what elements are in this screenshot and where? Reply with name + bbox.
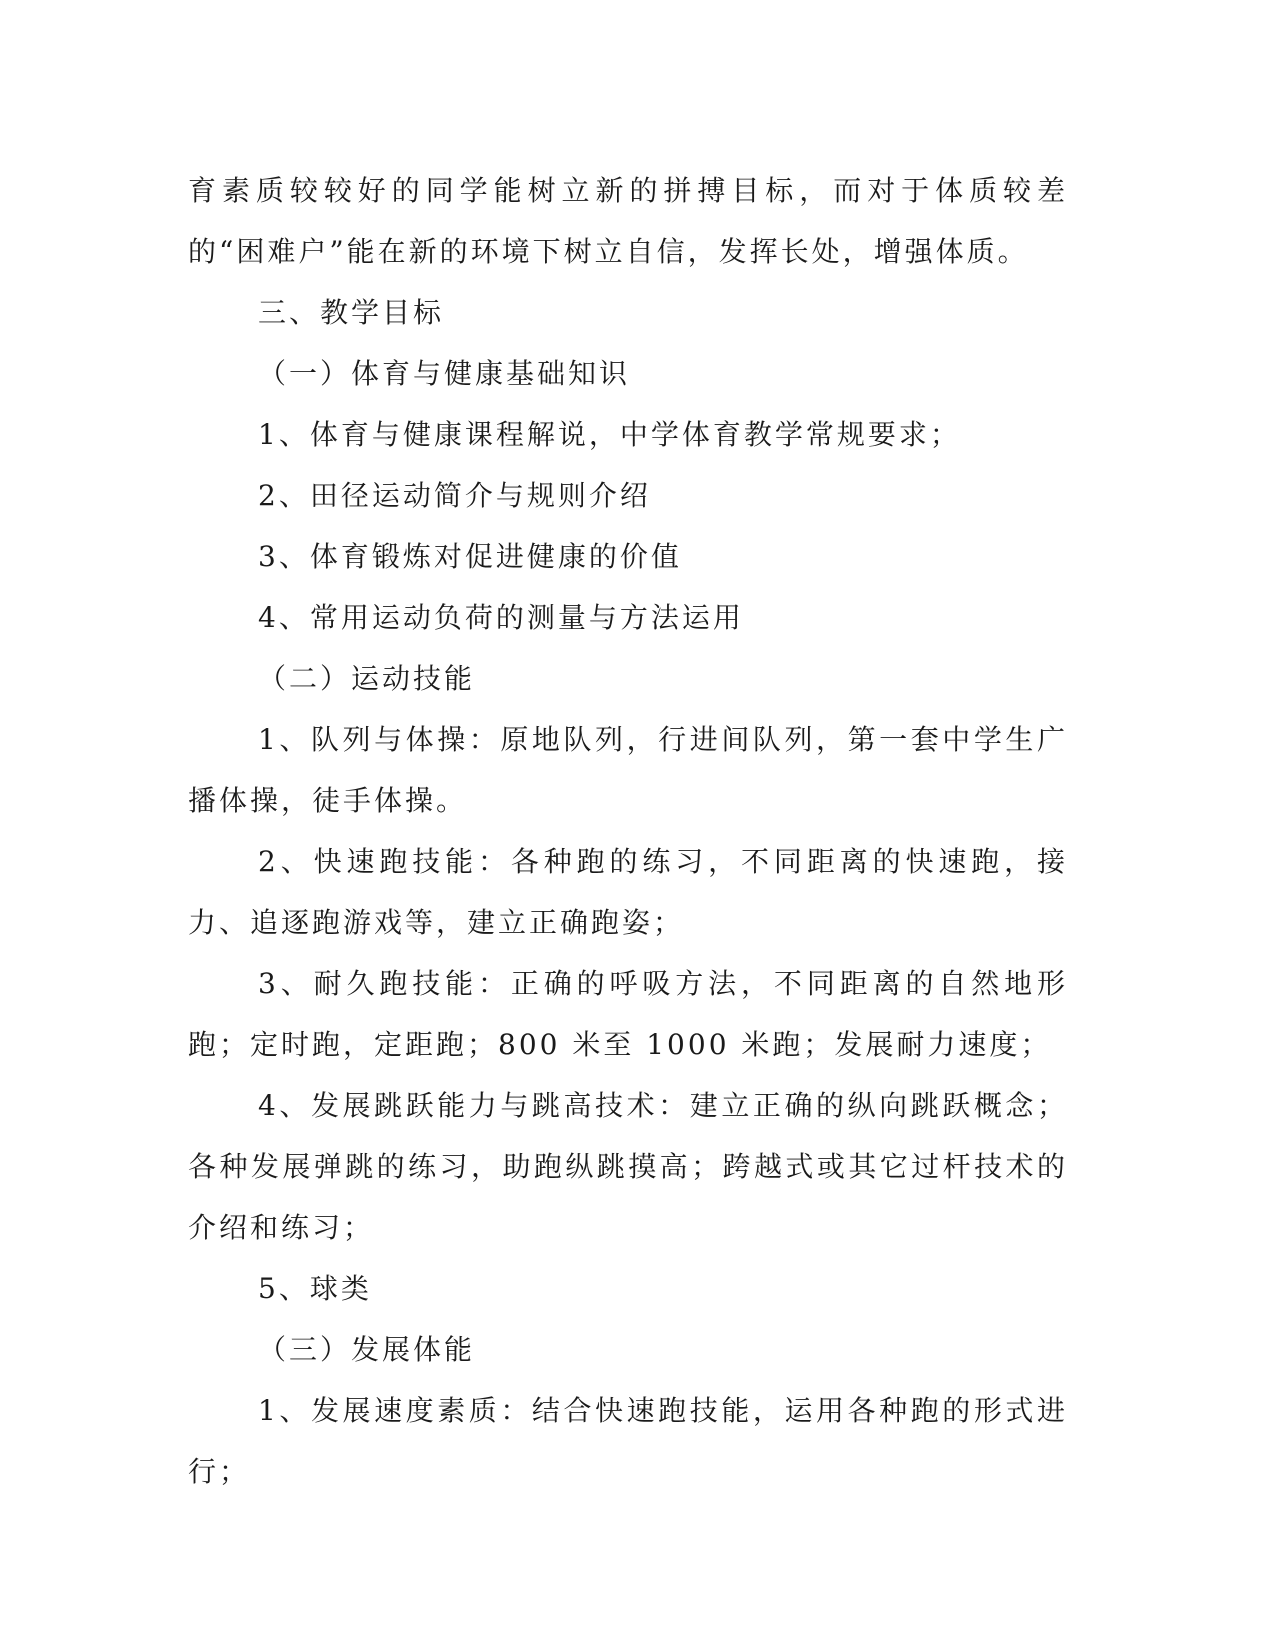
document-body	[188, 160, 1068, 1502]
paragraph-continuation: 育素质较较好的同学能树立新的拼搏目标，而对于体质较差的“困难户”能在新的环境下树立自信，发挥长处，增强体质。	[188, 174, 1068, 268]
list-item: 2、快速跑技能：各种跑的练习，不同距离的快速跑，接力、追逐跑游戏等，建立正确跑姿；	[188, 845, 1068, 939]
list-item: 5、球类	[258, 1272, 372, 1305]
list-item: 4、发展跳跃能力与跳高技术：建立正确的纵向跳跃概念；各种发展弹跳的练习，助跑纵跳摸高；跨越式或其它过杆技术的介绍和练习；	[188, 1089, 1068, 1244]
list-item: 3、耐久跑技能：正确的呼吸方法，不同距离的自然地形跑；定时跑，定距跑；800 米至 1000 米跑；发展耐力速度；	[188, 967, 1068, 1061]
list-item: 1、发展速度素质：结合快速跑技能，运用各种跑的形式进行；	[188, 1394, 1068, 1488]
list-item: 1、体育与健康课程解说，中学体育教学常规要求；	[258, 418, 961, 451]
section-heading-teaching-goals: 三、教学目标	[258, 296, 445, 329]
list-item: 1、队列与体操：原地队列，行进间队列，第一套中学生广播体操，徒手体操。	[188, 723, 1068, 817]
list-item: 2、田径运动简介与规则介绍	[258, 479, 651, 512]
subsection-heading-3: （三）发展体能	[258, 1333, 476, 1366]
list-item: 4、常用运动负荷的测量与方法运用	[258, 601, 744, 634]
list-item: 3、体育锻炼对促进健康的价值	[258, 540, 682, 573]
subsection-heading-1: （一）体育与健康基础知识	[258, 357, 631, 390]
subsection-heading-2: （二）运动技能	[258, 662, 476, 695]
